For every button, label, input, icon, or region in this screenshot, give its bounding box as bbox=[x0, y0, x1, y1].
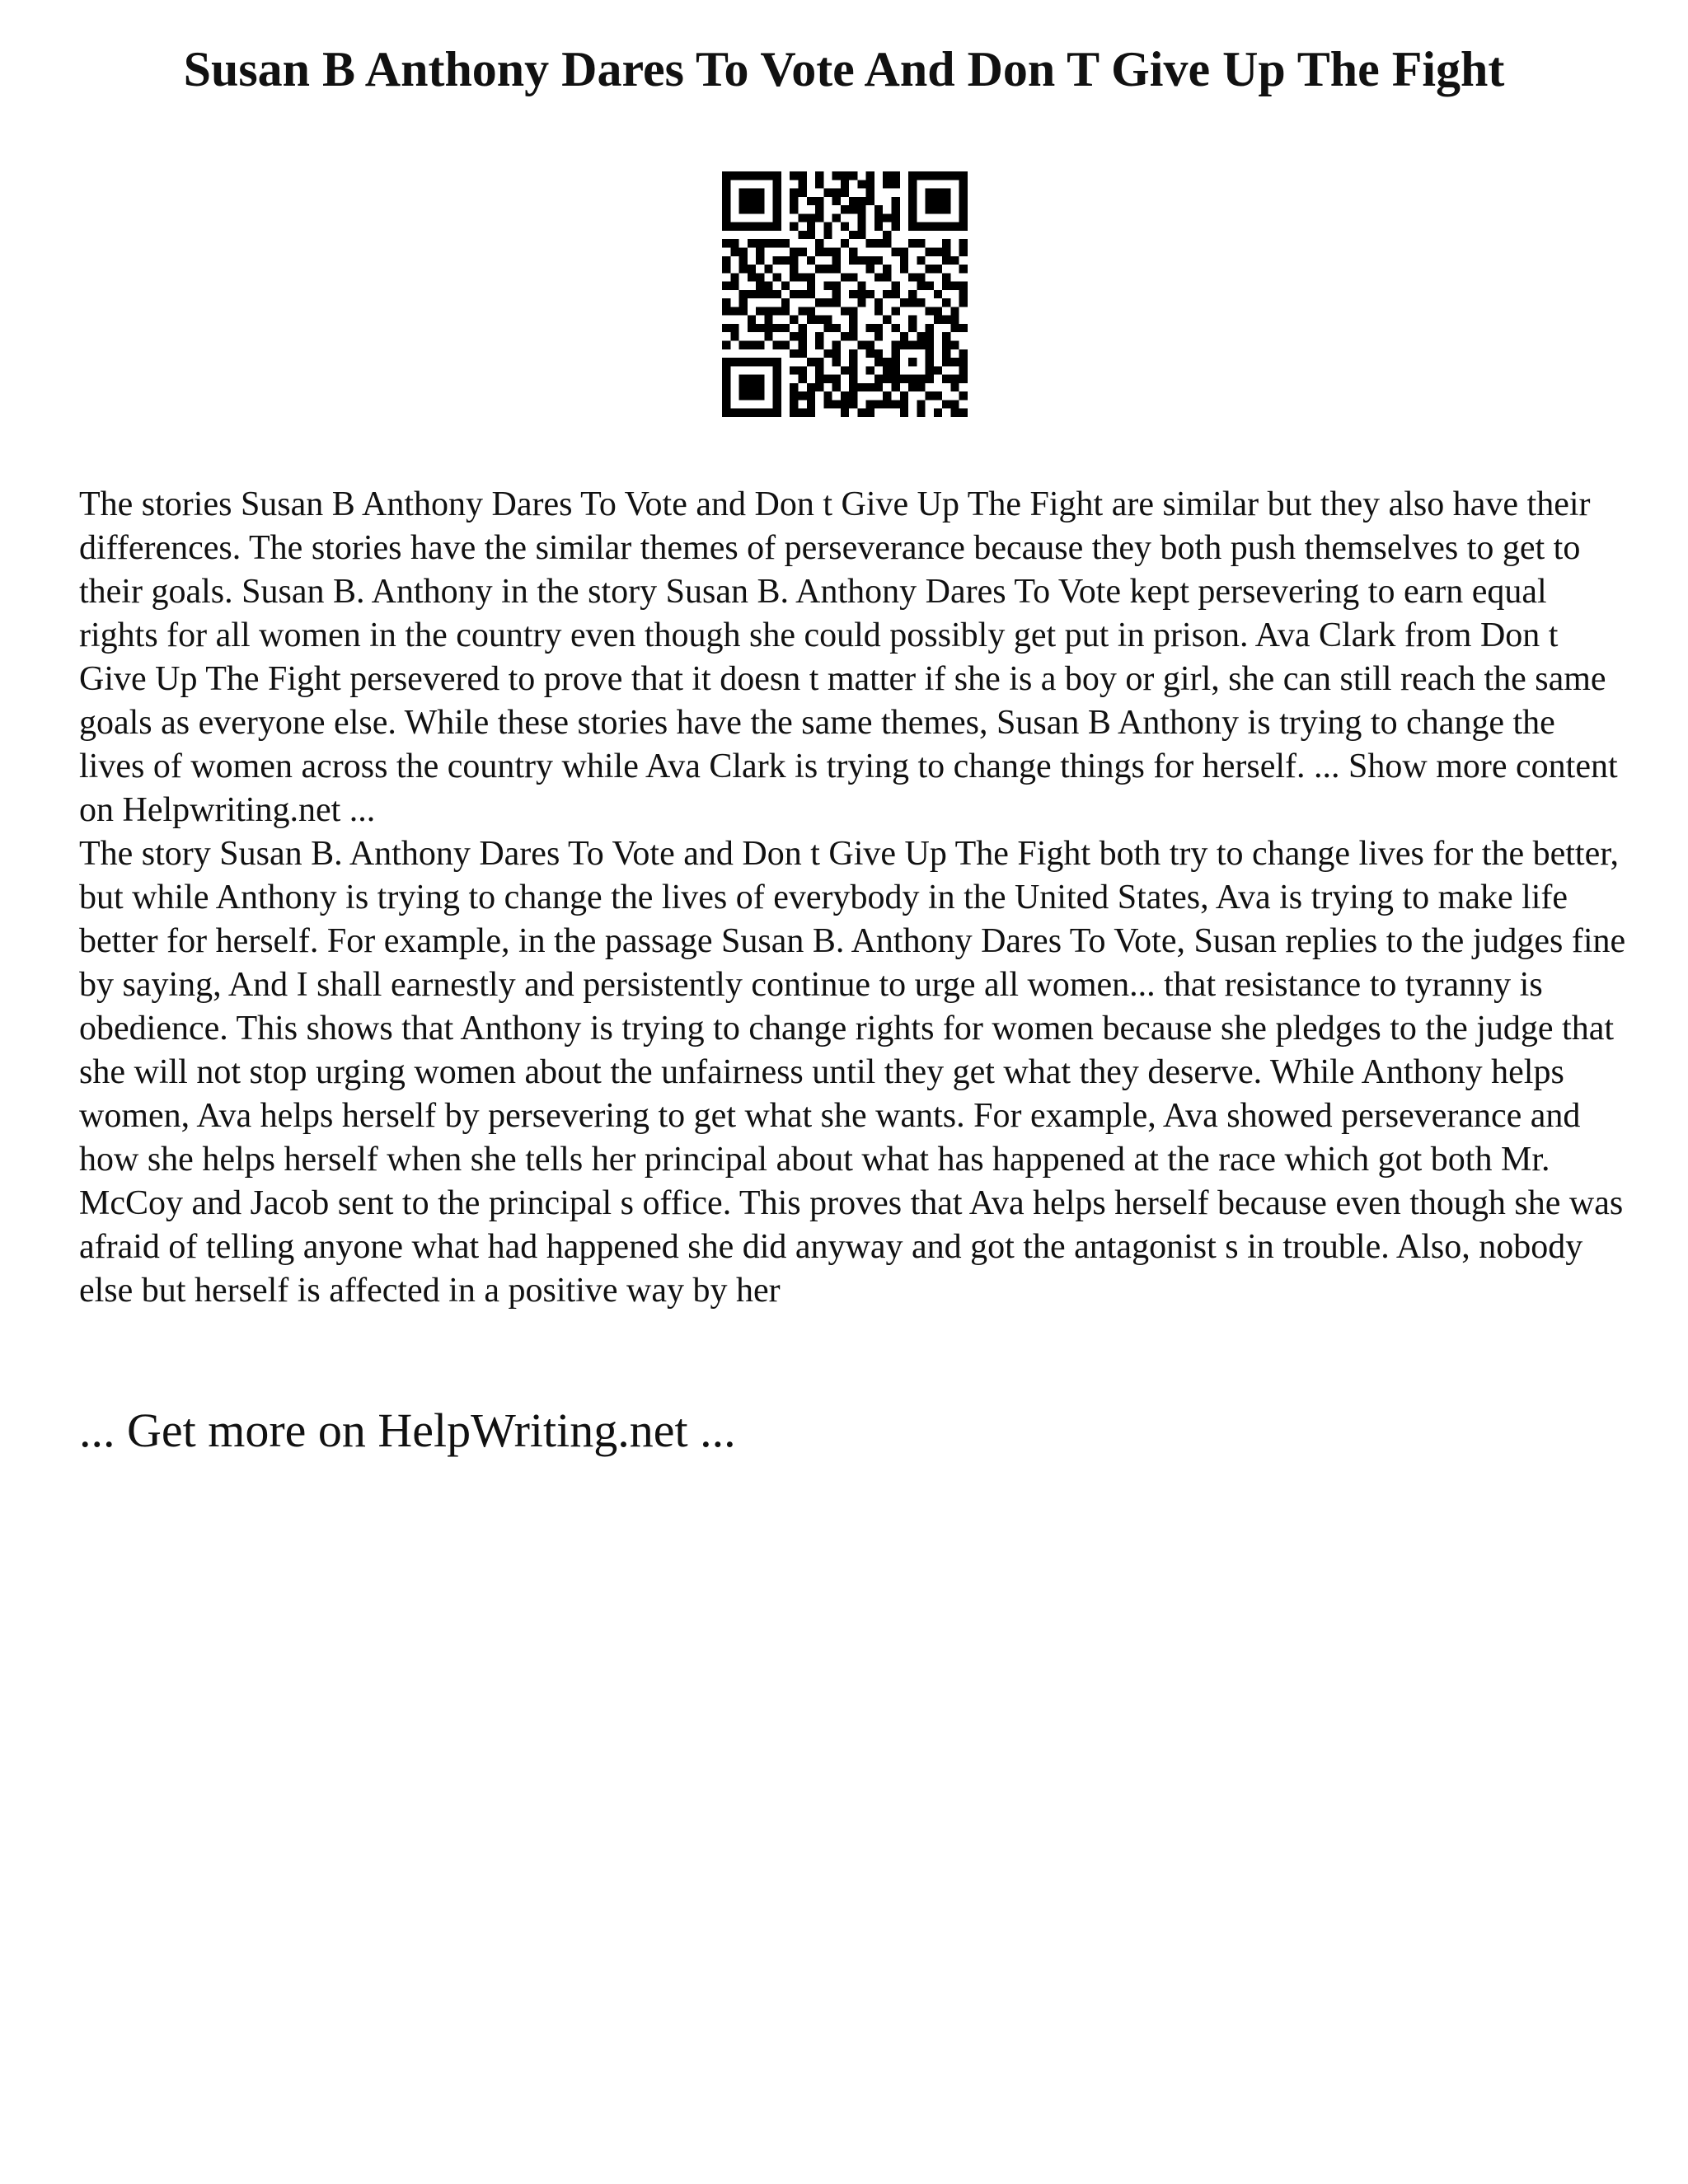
document-title: Susan B Anthony Dares To Vote And Don T Give Up The Fight bbox=[183, 42, 1505, 96]
body-paragraph-1: The stories Susan B Anthony Dares To Vote and Don t Give Up The Fight are similar but they also have their differences. The stories have the similar themes of perseverance because they both push themselves to get to their goals. Susan B. Anthony in the story Susan B. Anthony Dares To Vote kept persevering to earn equal rights for all women in the country even though she could possibly get put in prison. Ava Clark from Don t Give Up The Fight persevered to prove that it doesn t matter if she is a boy or girl, she can still reach the same goals as everyone else. While these stories have the same themes, Susan B Anthony is trying to change the lives of women across the country while Ava Clark is trying to change things for herself. ... Show more content on Helpwriting.net ... bbox=[79, 485, 1618, 829]
document-body bbox=[79, 483, 1629, 1313]
body-paragraph-2: The story Susan B. Anthony Dares To Vote and Don t Give Up The Fight both try to change lives for the better, but while Anthony is trying to change the lives of everybody in the United States, Ava is trying to make life better for herself. For example, in the passage Susan B. Anthony Dares To Vote, Susan replies to the judges fine by saying, And I shall earnestly and persistently continue to urge all women... that resistance to tyranny is obedience. This shows that Anthony is trying to change rights for women because she pledges to the judge that she will not stop urging women about the unfairness until they get what they deserve. While Anthony helps women, Ava helps herself by persevering to get what she wants. For example, Ava showed perseverance and how she helps herself when she tells her principal about what has happened at the race which got both Mr. McCoy and Jacob sent to the principal s office. This proves that Ava helps herself because even though she was afraid of telling anyone what had happened she did anyway and got the antagonist s in trouble. Also, nobody else but herself is affected in a positive way by her bbox=[79, 835, 1626, 1310]
get-more-link[interactable]: ... Get more on HelpWriting.net ... bbox=[79, 1404, 736, 1457]
qr-code-icon bbox=[722, 171, 968, 417]
